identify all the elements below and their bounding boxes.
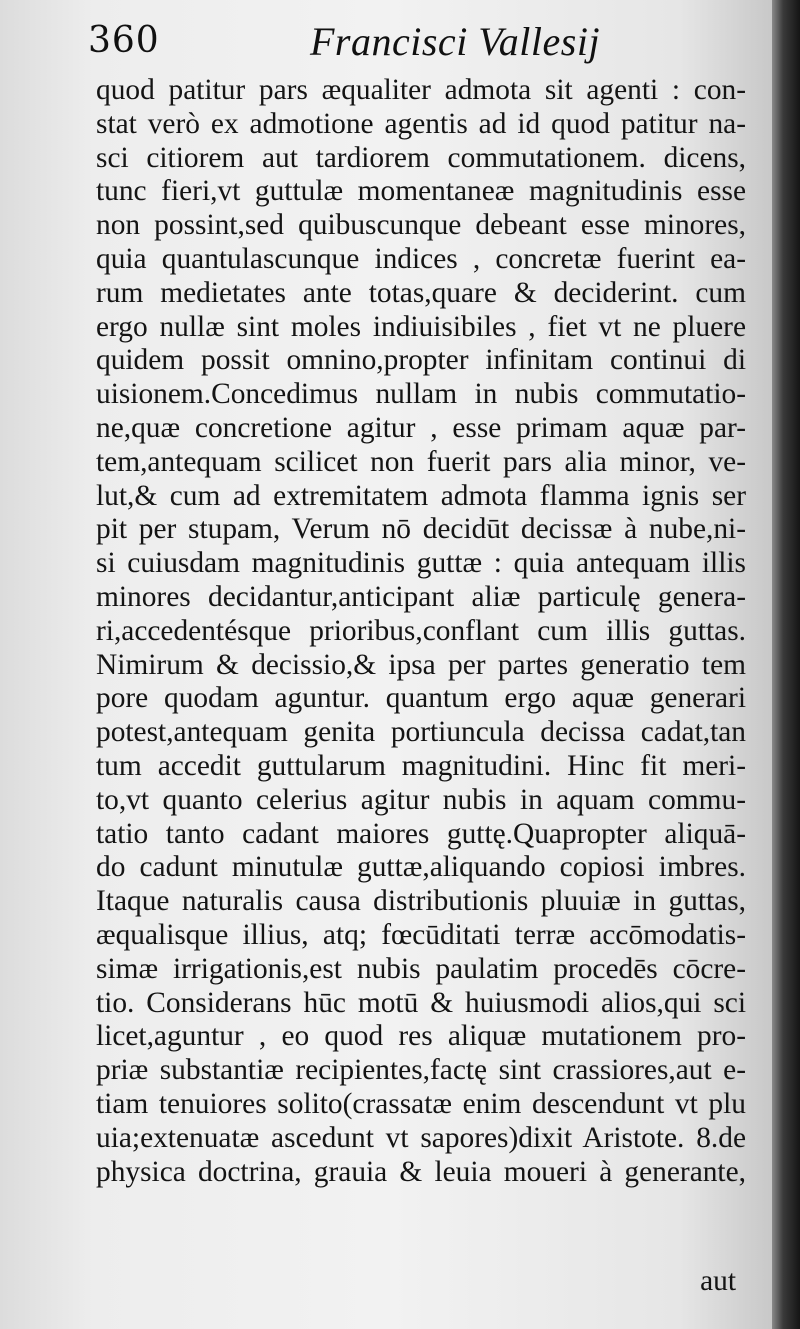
page-gutter-shadow [772,0,800,1329]
running-head [88,14,728,74]
text-line: pore quodam aguntur. quantum ergo aquæ generari [96,682,746,715]
text-line: uisionem.Concedimus nullam in nubis commutatio- [96,378,746,411]
body-text [96,74,746,1189]
text-line: ergo nullæ sint moles indiuisibiles , fiet vt ne pluere [96,310,746,343]
text-line: quod patitur pars æqualiter admota sit agenti : con- [96,74,746,106]
text-line: ri,accedentésque prioribus,conflant cum illis guttas. [96,614,746,647]
text-line: uia;extenuatæ ascedunt vt sapores)dixit Aristote. 8.de [96,1121,746,1154]
text-line: tio. Considerans hūc motū & huiusmodi alios,qui sci [96,986,746,1019]
text-line: do cadunt minutulæ guttæ,aliquando copiosi imbres. [96,851,746,884]
text-line: tem,antequam scilicet non fuerit pars alia minor, ve- [96,445,746,478]
text-line: to,vt quanto celerius agitur nubis in aquam commu- [96,783,746,816]
text-line: tiam tenuiores solito(crassatæ enim descendunt vt plu [96,1087,746,1120]
text-line: Nimirum & decissio,& ipsa per partes generatio tem [96,648,746,681]
text-line: priæ substantiæ recipientes,factę sint crassiores,aut e- [96,1054,746,1087]
text-line: rum medietates ante totas,quare & deciderint. cum [96,276,746,309]
text-line: tunc fieri,vt guttulæ momentaneæ magnitudinis esse [96,175,746,208]
text-line: si cuiusdam magnitudinis guttæ : quia antequam illis [96,547,746,580]
text-line: physica doctrina, grauia & leuia moueri à generante, [96,1155,746,1188]
page-number: 360 [88,20,160,61]
text-line: non possint,sed quibuscunque debeant esse minores, [96,209,746,242]
text-line: minores decidantur,anticipant aliæ particulę genera- [96,580,746,613]
text-line: potest,antequam genita portiuncula decissa cadat,tan [96,716,746,749]
running-title: Francisci Vallesij [310,19,601,64]
text-line: tum accedit guttularum magnitudini. Hinc fit meri- [96,749,746,782]
text-line: ne,quæ concretione agitur , esse primam aquæ par- [96,411,746,444]
text-line: quia quantulascunque indices , concretæ fuerint ea- [96,242,746,275]
text-line: Itaque naturalis causa distributionis pluuiæ in guttas, [96,885,746,918]
text-line: licet,aguntur , eo quod res aliquæ mutationem pro- [96,1020,746,1053]
text-line: stat verò ex admotione agentis ad id quod patitur na- [96,107,746,140]
text-line: sci citiorem aut tardiorem commutationem. dicens, [96,141,746,174]
text-line: pit per stupam, Verum nō decidūt decissæ à nube,ni- [96,513,746,546]
text-line: æqualisque illius, atq; fœcūditati terræ accōmodatis- [96,918,746,951]
text-line: quidem possit omnino,propter infinitam continui di [96,344,746,377]
catchword: aut [700,1265,736,1297]
text-line: lut,& cum ad extremitatem admota flamma ignis ser [96,479,746,512]
text-line: tatio tanto cadant maiores guttę.Quapropter aliquā- [96,817,746,850]
text-line: simæ irrigationis,est nubis paulatim procedēs cōcre- [96,952,746,985]
